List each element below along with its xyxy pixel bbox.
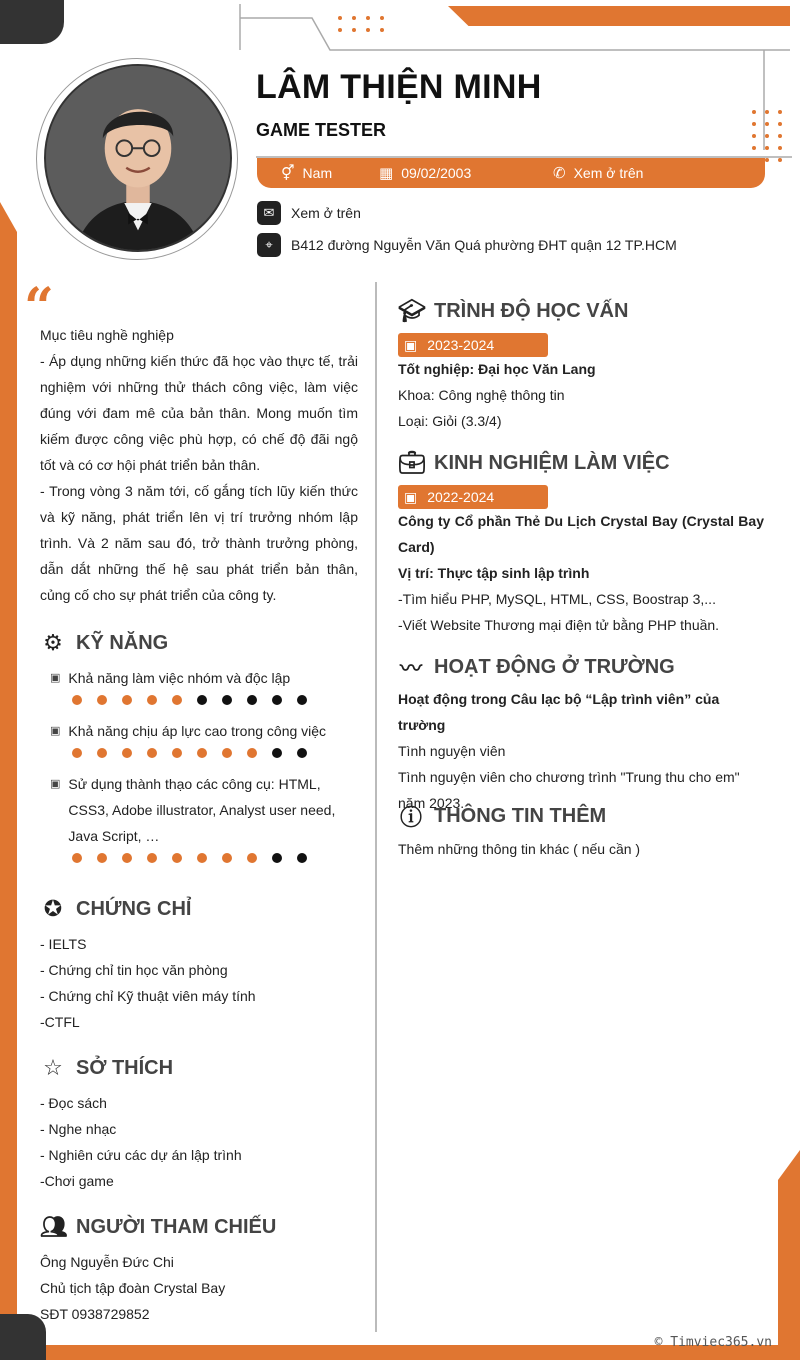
pulse-icon: 〰 xyxy=(399,656,422,681)
users-icon: 👥︎ xyxy=(40,1214,68,1239)
rating-dot-filled xyxy=(172,695,182,705)
decor-top-band xyxy=(448,6,790,26)
grade: Loại: Giỏi (3.3/4) xyxy=(398,413,502,429)
rating-dot-filled xyxy=(97,695,107,705)
rating-dot-filled xyxy=(147,695,157,705)
certificates-heading: ✪ CHỨNG CHỈ xyxy=(40,896,191,922)
graduation-cap-icon: 🎓︎ xyxy=(398,298,426,323)
list-item: Chủ tịch tập đoàn Crystal Bay xyxy=(40,1280,226,1296)
birthday-item xyxy=(379,164,471,182)
activity-heading: Hoạt động trong Câu lạc bộ “Lập trình viên” của trường xyxy=(398,691,720,733)
rating-dot-empty xyxy=(222,695,232,705)
references-list xyxy=(40,1249,225,1327)
location-icon: ⌖ xyxy=(257,233,281,257)
rating-dot-filled xyxy=(222,748,232,758)
year-badge-icon: ▣ xyxy=(404,488,418,505)
skill-label: Khả năng làm việc nhóm và độc lập xyxy=(68,670,291,686)
objective-paragraph: - Áp dụng những kiến thức đã học vào thực tế, trải nghiệm với những thử thách công việc, làm việc đúng với đam mê của bản thân. Mong muốn tìm kiếm được công việc phù hợp, có chế độ đãi ngộ tốt và có cơ hội phát triển bản thân. xyxy=(40,353,358,473)
year-badge-icon: ▣ xyxy=(404,336,418,353)
skill-bullet-icon: ▣ xyxy=(50,725,61,737)
candidate-name: LÂM THIỆN MINH xyxy=(256,68,542,106)
certificates-list xyxy=(40,931,256,1035)
school-name: Đại học Văn Lang xyxy=(478,361,596,377)
rating-dot-filled xyxy=(122,695,132,705)
skill-item xyxy=(50,718,360,758)
skill-label: Sử dụng thành thạo các công cụ: HTML, CSS3, Adobe illustrator, Analyst user need, Java Script, … xyxy=(68,776,336,844)
star-icon: ☆ xyxy=(43,1055,63,1080)
gear-icon: ⚙ xyxy=(43,630,63,655)
rating-dot-empty xyxy=(247,695,257,705)
award-icon: ✪ xyxy=(43,896,63,921)
hobbies-heading: ☆ SỞ THÍCH xyxy=(40,1055,173,1081)
calendar-icon: ▦ xyxy=(379,165,394,182)
experience-heading: 💼︎ KINH NGHIỆM LÀM VIỆC xyxy=(398,450,670,475)
rating-dot-filled xyxy=(247,748,257,758)
skill-item xyxy=(50,771,360,863)
experience-year-badge xyxy=(398,485,548,509)
education-year: 2023-2024 xyxy=(427,337,495,353)
rating-dot-empty xyxy=(297,853,307,863)
briefcase-icon: 💼︎ xyxy=(398,450,426,475)
rating-dot-filled xyxy=(172,853,182,863)
info-bar xyxy=(257,158,765,188)
info-icon: ⓘ xyxy=(399,805,422,830)
experience-year: 2022-2024 xyxy=(427,489,495,505)
objective-paragraph: - Trong vòng 3 năm tới, cố gắng tích lũy kiến thức và kỹ năng, phát triển lên vị trí trưởng nhóm lập trình. Và 2 năm sau đó, trở thành trưởng phòng, dẫn dắt những thế hệ sau phát triển bản thân, củng cố cho sự phát triển của công ty. xyxy=(40,483,358,603)
list-item: - IELTS xyxy=(40,936,87,952)
list-item: Ông Nguyễn Đức Chi xyxy=(40,1254,174,1270)
list-item: -CTFL xyxy=(40,1014,80,1030)
skill-rating xyxy=(72,853,360,863)
gender-value: Nam xyxy=(302,165,333,181)
rating-dot-empty xyxy=(272,695,282,705)
activity-role: Tình nguyện viên xyxy=(398,743,506,759)
address-value: B412 đường Nguyễn Văn Quá phường ĐHT quận 12 TP.HCM xyxy=(291,237,677,253)
activities-details xyxy=(398,686,764,816)
rating-dot-filled xyxy=(72,695,82,705)
list-item: - Đọc sách xyxy=(40,1095,107,1111)
email-row xyxy=(257,201,361,225)
watermark: © Timviec365.vn xyxy=(654,1335,772,1350)
skill-rating xyxy=(72,748,360,758)
rating-dot-filled xyxy=(72,748,82,758)
rating-dot-empty xyxy=(272,748,282,758)
rating-dot-filled xyxy=(97,748,107,758)
avatar xyxy=(44,64,232,252)
birthday-value: 09/02/2003 xyxy=(401,165,472,181)
phone-icon: ✆ xyxy=(553,165,566,182)
education-year-badge xyxy=(398,333,548,357)
skill-bullet-icon: ▣ xyxy=(50,672,61,684)
career-objective xyxy=(40,322,358,608)
decor-dots-top xyxy=(338,16,384,32)
rating-dot-filled xyxy=(172,748,182,758)
rating-dot-filled xyxy=(197,853,207,863)
objective-title: Mục tiêu nghề nghiệp xyxy=(40,327,174,343)
skill-bullet-icon: ▣ xyxy=(50,778,61,790)
rating-dot-filled xyxy=(122,748,132,758)
rating-dot-empty xyxy=(272,853,282,863)
graduated-label: Tốt nghiệp: xyxy=(398,361,479,377)
list-item: -Chơi game xyxy=(40,1173,114,1189)
experience-details xyxy=(398,508,764,638)
decor-right-bar xyxy=(778,1180,800,1360)
position: Vị trí: Thực tập sinh lập trình xyxy=(398,565,590,581)
gender-item xyxy=(281,164,332,182)
additional-details xyxy=(398,836,764,862)
education-details xyxy=(398,356,764,434)
rating-dot-filled xyxy=(147,748,157,758)
list-item: - Chứng chỉ tin học văn phòng xyxy=(40,962,228,978)
gender-icon: ⚥ xyxy=(281,165,295,182)
rating-dot-empty xyxy=(297,748,307,758)
decor-dots-right xyxy=(752,110,782,162)
rating-dot-filled xyxy=(147,853,157,863)
rating-dot-filled xyxy=(72,853,82,863)
decor-dark-corner-top xyxy=(0,0,64,44)
quote-icon: “ xyxy=(24,277,54,338)
column-divider xyxy=(375,282,377,1332)
decor-left-bar xyxy=(0,232,17,1360)
additional-heading: ⓘ THÔNG TIN THÊM xyxy=(398,801,606,832)
rating-dot-filled xyxy=(247,853,257,863)
rating-dot-filled xyxy=(97,853,107,863)
phone-value: Xem ở trên xyxy=(573,165,644,181)
email-value: Xem ở trên xyxy=(291,205,361,221)
avatar-portrait xyxy=(46,66,230,250)
activities-heading: 〰 HOẠT ĐỘNG Ở TRƯỜNG xyxy=(398,652,675,683)
phone-item xyxy=(553,164,643,182)
company-name: Công ty Cổ phần Thẻ Du Lịch Crystal Bay (Crystal Bay Card) xyxy=(398,513,764,555)
rating-dot-empty xyxy=(297,695,307,705)
address-row xyxy=(257,233,677,257)
skill-item xyxy=(50,665,360,705)
skill-rating xyxy=(72,695,360,705)
rating-dot-filled xyxy=(122,853,132,863)
list-item: SĐT 0938729852 xyxy=(40,1306,150,1322)
mail-icon: ✉ xyxy=(257,201,281,225)
list-item: -Viết Website Thương mại điện tử bằng PHP thuần. xyxy=(398,617,720,633)
hobbies-list xyxy=(40,1090,242,1194)
rating-dot-empty xyxy=(197,695,207,705)
references-heading: 👥︎ NGƯỜI THAM CHIẾU xyxy=(40,1214,277,1239)
list-item: - Chứng chỉ Kỹ thuật viên máy tính xyxy=(40,988,256,1004)
activity-description: Tình nguyện viên cho chương trình "Trung thu cho em" năm 2023. xyxy=(398,769,740,811)
rating-dot-filled xyxy=(222,853,232,863)
skills-heading: ⚙ KỸ NĂNG xyxy=(40,630,168,656)
education-heading: 🎓︎ TRÌNH ĐỘ HỌC VẤN xyxy=(398,298,629,323)
job-title: GAME TESTER xyxy=(256,120,387,140)
list-item: -Tìm hiểu PHP, MySQL, HTML, CSS, Boostrap 3,... xyxy=(398,591,716,607)
additional-text: Thêm những thông tin khác ( nếu cần ) xyxy=(398,841,641,857)
list-item: - Nghiên cứu các dự án lập trình xyxy=(40,1147,242,1163)
faculty: Khoa: Công nghệ thông tin xyxy=(398,387,565,403)
rating-dot-filled xyxy=(197,748,207,758)
skill-label: Khả năng chịu áp lực cao trong công việc xyxy=(68,723,327,739)
list-item: - Nghe nhạc xyxy=(40,1121,117,1137)
